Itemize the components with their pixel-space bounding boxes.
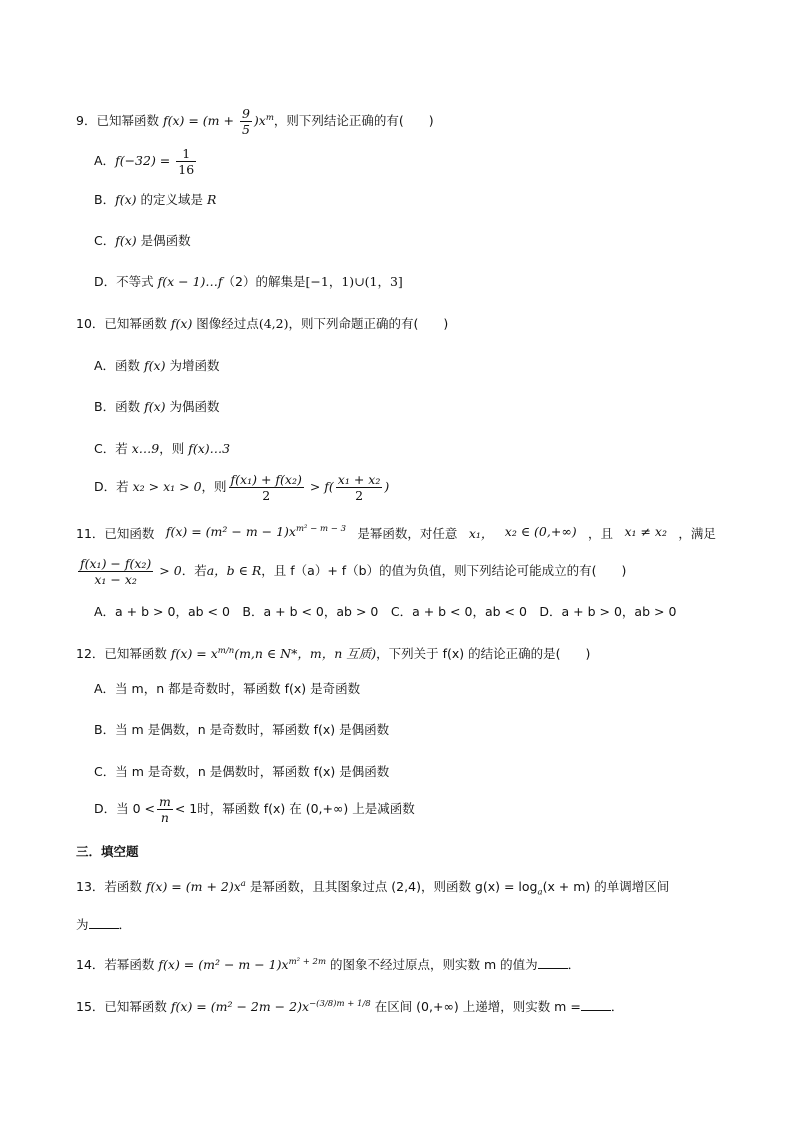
question-13-line-1: 13．若函数 $f(x) = (m + 2)x^a$ 是幂函数，且其图象过点 (2,4)，则函数 $g(x) = \log_a(x + m)$ 的单调增区间 — [76, 878, 670, 898]
question-10-option-a: A．函数 f(x) 为增函数 — [94, 358, 220, 373]
question-12-option-d: D．当 0 < $\frac{m}{n}$ < 1时，幂函数 f(x) 在 (0,+∞) 上是减函数 — [94, 794, 415, 825]
question-11-options: A．a + b > 0，ab < 0 B．a + b < 0，ab > 0 C．a + b < 0，ab < 0 D．a + b > 0，ab > 0 — [94, 604, 677, 619]
question-9-option-b: B．f(x) 的定义域是 R — [94, 192, 217, 207]
question-12-option-a: A．当 m，n 都是奇数时，幂函数 f(x) 是奇函数 — [94, 681, 361, 696]
question-9: 9．已知幂函数 f(x) = (m + $\frac{9}{5}$ )$x^m$，则下列结论正确的有( ) — [76, 106, 434, 137]
fraction: $\frac{1}{16}$ — [178, 146, 195, 177]
answer-blank[interactable] — [89, 916, 119, 929]
fraction: $\frac{m}{n}$ — [159, 794, 171, 825]
question-15: 15．已知幂函数 $f(x) = (m^2 - 2m - 2)x^{-(3/8)m + 1/8}$ 在区间 (0,+∞) 上递增，则实数 m = ． — [76, 998, 624, 1014]
question-11-line-2: $\frac{\text{f(x₁) − f(x₂)}}{\text{x₁ − x₂}}$ > 0．若a，b ∈ R，且 f（a）+ f（b）的值为负值，则下列结论可能成立的有( ) — [80, 556, 627, 587]
fraction: $\frac{9}{5}$ — [241, 106, 250, 137]
question-10: 10．已知幂函数 f(x) 图像经过点(4,2)，则下列命题正确的有( ) — [76, 316, 449, 331]
question-12-option-b: B．当 m 是偶数，n 是奇数时，幂函数 f(x) 是偶函数 — [94, 722, 390, 737]
math: f(x) = (m + — [162, 113, 238, 128]
question-10-option-c: C．若 x…9，则 f(x)…3 — [94, 441, 231, 456]
question-9-option-c: C．f(x) 是偶函数 — [94, 233, 191, 248]
fraction: $\frac{\text{x₁ + x₂}}{2}$ — [337, 472, 381, 503]
question-10-option-d: D．若 x₂ > x₁ > 0，则 $\frac{\text{f(x₁) + f(x₂)}}{2}$ > f( $\frac{\text{x₁ + x₂}}{2}$ ) — [94, 472, 390, 503]
question-9-number: 9．已知幂函数 — [76, 113, 163, 128]
fraction: $\frac{\text{f(x₁) − f(x₂)}}{\text{x₁ − x₂}}$ — [80, 556, 152, 587]
question-9-option-a: A．f(−32) = $\frac{1}{16}$ — [94, 146, 195, 177]
answer-blank[interactable] — [581, 998, 611, 1011]
section-heading: 三．填空题 — [76, 844, 139, 859]
fraction: $\frac{\text{f(x₁) + f(x₂)}}{2}$ — [230, 472, 302, 503]
question-12-option-c: C．当 m 是奇数，n 是偶数时，幂函数 f(x) 是偶函数 — [94, 764, 390, 779]
question-10-option-b: B．函数 f(x) 为偶函数 — [94, 399, 220, 414]
question-9-option-d: D．不等式 f(x − 1)…f（2）的解集是[−1，1)∪(1，3] — [94, 274, 403, 289]
question-12: 12．已知幂函数 $f(x) = x^{m/n}(m,n$ ∈ N*，m，n 互质)，下列关于 f(x) 的结论正确的是( ) — [76, 645, 591, 661]
question-13-line-2: 为 ． — [76, 917, 132, 932]
question-14: 14．若幂函数 $f(x) = (m^2 - m - 1)x^{m^2 + 2m}$ 的图象不经过原点，则实数 m 的值为 ． — [76, 956, 581, 972]
math: )x — [253, 113, 266, 128]
question-11-line-1: 11．已知函数 $f(x) = (m^2 - m - 1)x^{m^2 - m - 3}$ 是幂函数，对任意 x₁， x₂ ∈ (0,+∞) ，且 x₁ ≠ x₂ ，满足 — [76, 524, 716, 541]
answer-blank[interactable] — [538, 956, 568, 969]
